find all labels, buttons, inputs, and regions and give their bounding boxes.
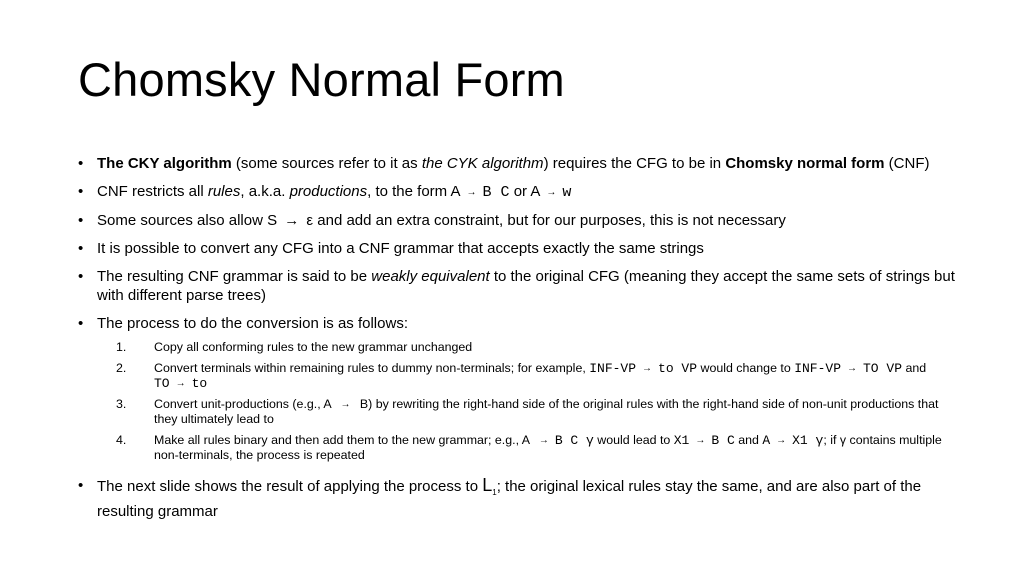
arrow-icon: →: [695, 434, 706, 446]
bullet-dot: •: [78, 268, 84, 285]
code-symbol: A: [530, 183, 541, 200]
text: The process to do the conversion is as follows:: [97, 315, 408, 332]
text: (some sources refer to it as: [231, 155, 422, 172]
bullet-weakly-equivalent: [78, 267, 958, 305]
text: would lead to: [593, 432, 674, 447]
text: or: [509, 183, 531, 200]
arrow-icon: →: [538, 434, 549, 446]
language-symbol: L: [482, 474, 493, 495]
term-rules: rules: [207, 183, 241, 200]
term-cyk: the CYK algorithm: [421, 155, 544, 172]
code-symbol: TO: [154, 376, 170, 391]
bullet-dot: •: [78, 315, 84, 332]
term-weakly-equivalent: weakly equivalent: [371, 268, 490, 285]
arrow-icon: →: [175, 378, 186, 389]
bullet-conversion-process: [78, 314, 958, 333]
text: Convert unit-productions (e.g., A: [154, 396, 335, 411]
code-symbol: INF-VP: [589, 360, 637, 376]
text: It is possible to convert any CFG into a CNF grammar that accepts exactly the same strings: [97, 240, 704, 257]
bullet-cnf-rules: [78, 182, 958, 202]
code-symbol: to: [191, 376, 208, 391]
bullet-epsilon-rule: [78, 211, 958, 230]
arrow-icon: →: [642, 362, 653, 374]
bullet-dot: •: [78, 240, 84, 257]
step-item: [78, 397, 958, 428]
step-number: 4.: [116, 432, 127, 447]
term-cnf: Chomsky normal form: [725, 155, 885, 172]
text: The resulting CNF grammar is said to be: [97, 268, 372, 285]
code-symbol: X1: [673, 432, 690, 448]
text: The next slide shows the result of applying the process to: [97, 477, 483, 495]
text: , a.k.a.: [240, 183, 290, 200]
code-symbol: A: [762, 432, 771, 448]
code-symbol: B C: [711, 432, 735, 448]
arrow-icon: →: [546, 187, 557, 198]
step-number: 1.: [116, 340, 127, 354]
bullet-dot: •: [78, 183, 84, 200]
text: and: [734, 432, 763, 447]
code-symbol: X1 γ: [792, 432, 824, 448]
bullet-list: [78, 154, 958, 530]
text: and: [902, 360, 927, 375]
text: , to the form: [367, 183, 451, 200]
text: Some sources also allow S: [97, 212, 282, 229]
text: CNF restricts all: [97, 183, 208, 200]
arrow-icon: →: [466, 187, 477, 198]
code-symbol: A: [450, 183, 461, 200]
arrow-icon: →: [284, 212, 300, 229]
bullet-dot: •: [78, 212, 84, 229]
language-subscript: 1: [492, 487, 497, 497]
bullet-dot: •: [78, 476, 84, 494]
text: would change to: [697, 360, 795, 375]
text: ε and add an extra constraint, but for our purposes, this is not necessary: [302, 212, 786, 229]
text: Convert terminals within remaining rules to dummy non-terminals; for example,: [154, 360, 590, 375]
term-productions: productions: [289, 183, 368, 200]
term-cky: The CKY algorithm: [97, 155, 232, 172]
code-symbol: B C γ: [554, 432, 594, 448]
step-number: 3.: [116, 396, 127, 411]
step-number: 2.: [116, 360, 127, 375]
slide-title: Chomsky Normal Form: [78, 53, 565, 106]
arrow-icon: →: [847, 362, 857, 374]
code-symbol: TO VP: [863, 360, 903, 376]
bullet-convert-any-cfg: [78, 239, 958, 258]
bullet-cky-algorithm: [78, 154, 958, 173]
arrow-icon: →: [340, 398, 351, 410]
bullet-next-slide: [78, 476, 958, 521]
text: Make all rules binary and then add them to the new grammar; e.g., A: [154, 432, 533, 447]
code-symbol: w: [562, 184, 572, 201]
text: B) by rewriting the right-hand side of the original rules with the right-hand side of non-unit productions that they ultimately lead to: [154, 396, 939, 426]
text: ; if γ contains multiple non-terminals, the process is repeated: [154, 432, 942, 462]
text: ; the original lexical rules stay the same, and are also part of the resulting grammar: [97, 477, 922, 520]
text: (CNF): [884, 155, 930, 172]
bullet-dot: •: [78, 155, 84, 172]
step-item: [78, 433, 958, 464]
text: ) requires the CFG to be in: [543, 155, 726, 172]
numbered-steps-list: [78, 340, 958, 464]
arrow-icon: →: [776, 434, 787, 446]
step-item: [78, 340, 958, 356]
code-symbol: B C: [482, 184, 510, 201]
code-symbol: to VP: [658, 360, 698, 376]
text: to the original CFG (meaning they accept the same sets of strings but with different parse trees): [97, 268, 955, 304]
text: Copy all conforming rules to the new grammar unchanged: [154, 340, 473, 354]
step-item: [78, 361, 958, 392]
code-symbol: INF-VP: [794, 360, 841, 376]
